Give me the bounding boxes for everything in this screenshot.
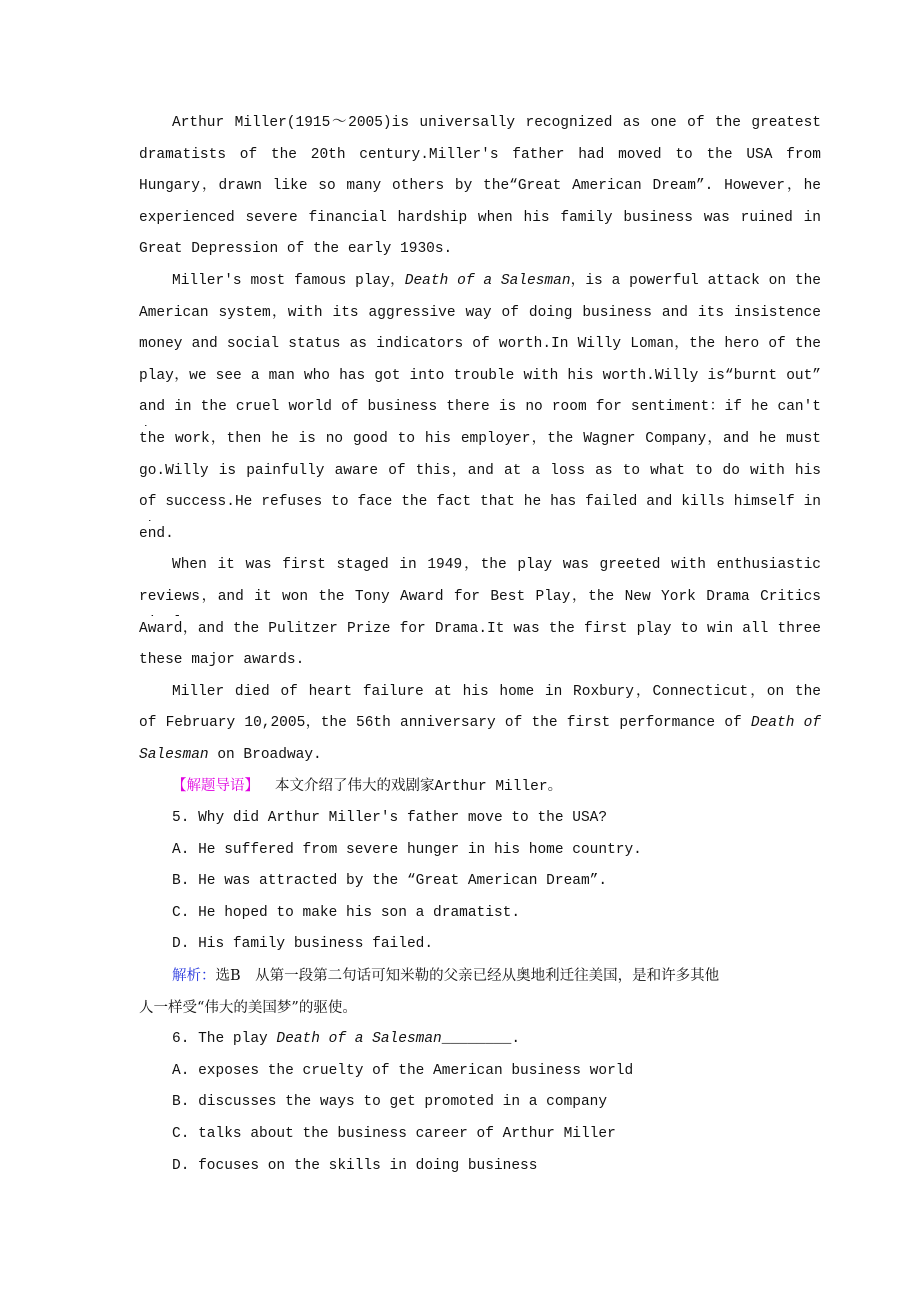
text-line [139,837,821,869]
text-line [139,1058,821,1090]
text-segment: 选B 从第一段第二句话可知米勒的父亲已经从奥地利迁往美国，是和许多其他 [215,968,720,985]
text-segment: C. talks about the business career of Arthur Miller [172,1126,616,1142]
text-line [139,142,821,174]
text-line [139,805,821,837]
text-segment: Miller died of heart failure at his home in Roxbury，Connecticut，on the [172,683,821,700]
text-segment: D. focuses on the skills in doing business [172,1157,538,1174]
text-line [139,489,821,521]
text-segment: these major awards. [139,652,305,669]
text-line [139,205,821,237]
text-segment: American system，with its aggressive way of doing business and its insistence [139,304,821,321]
text-line [139,868,821,900]
text-segment: 本文介绍了伟大的戏剧家Arthur Miller。 [251,779,563,796]
text-line [139,173,821,205]
italic-title: Salesman [139,746,209,763]
text-line [139,300,821,332]
text-segment: 5. Why did Arthur Miller's father move to the USA? [172,810,608,827]
text-line [139,963,821,995]
text-segment: When it was first staged in 1949，the play was greeted with enthusiastic [172,557,821,574]
text-line [139,584,821,616]
text-segment: Award，and the Pulitzer Prize for Drama.It was the first play to win all three [139,620,821,637]
text-segment: money and social status as indicators of worth.In Willy Loman，the hero of the [139,336,821,353]
text-segment: of success.He refuses to face the fact that he has failed and kills himself in [139,494,821,511]
text-segment: and in the cruel world of business there is no room for sentiment：if he can't [139,399,821,416]
text-line [139,616,821,648]
text-line [139,363,821,395]
text-line [139,1026,821,1058]
text-line [139,1121,821,1153]
text-segment: reviews，and it won the Tony Award for Best Play，the New York Drama Critics [139,588,821,605]
text-segment: dramatists of the 20th century.Miller's father had moved to the USA from [139,146,821,163]
text-segment: experienced severe financial hardship when his family business was ruined in [139,209,821,226]
text-line [139,426,821,458]
text-line [139,236,821,268]
italic-title: Death of [750,715,821,732]
text-line [139,710,821,742]
text-segment: of February 10,2005，the 56th anniversary of the first performance of [139,715,751,732]
text-line [139,394,821,426]
text-segment: ，is a powerful attack on the [570,272,821,289]
text-segment: D. His family business failed. [172,936,434,953]
document-body [139,110,821,1184]
text-line [139,773,821,805]
text-line [139,458,821,490]
text-segment: ________. [441,1031,521,1048]
italic-title: Death of a Salesman [404,272,571,289]
text-segment: B. discusses the ways to get promoted in a company [172,1094,608,1111]
text-segment: end. [139,525,174,542]
italic-title: Death of a Salesman [276,1031,442,1048]
text-line [139,552,821,584]
text-segment: go.Willy is painfully aware of this，and at a loss as to what to do with his [139,462,821,479]
text-line [139,900,821,932]
text-segment: A. exposes the cruelty of the American business world [172,1062,634,1079]
text-line [139,110,821,142]
text-segment: A. He suffered from severe hunger in his home country. [172,841,642,858]
text-line [139,679,821,711]
text-line [139,995,821,1027]
text-segment: Miller's most famous play， [172,272,405,289]
text-line [139,331,821,363]
text-line [139,742,821,774]
text-segment: on Broadway. [208,746,322,763]
analysis-label: 解析： [172,968,216,985]
text-segment: play，we see a man who has got into trouble with his worth.Willy is“burnt out” [139,367,821,384]
text-segment: Great Depression of the early 1930s. [139,241,453,258]
text-segment: 人一样受“伟大的美国梦”的驱使。 [139,999,357,1016]
text-line [139,647,821,679]
text-line [139,931,821,963]
text-line [139,1089,821,1121]
text-segment: B. He was attracted by the “Great American Dream”. [172,873,608,890]
text-line [139,521,821,553]
text-segment: Hungary，drawn like so many others by the“Great American Dream”. However，he [139,178,821,195]
section-label: 【解题导语】 [172,778,252,795]
text-segment: 6. The play [172,1031,277,1048]
text-segment: Arthur Miller(1915～2005)is universally recognized as one of the greatest [172,115,821,131]
text-segment: the work，then he is no good to his employer，the Wagner Company，and he must [139,430,821,447]
text-line [139,1153,821,1185]
text-segment: C. He hoped to make his son a dramatist. [172,904,521,921]
text-line [139,268,821,300]
